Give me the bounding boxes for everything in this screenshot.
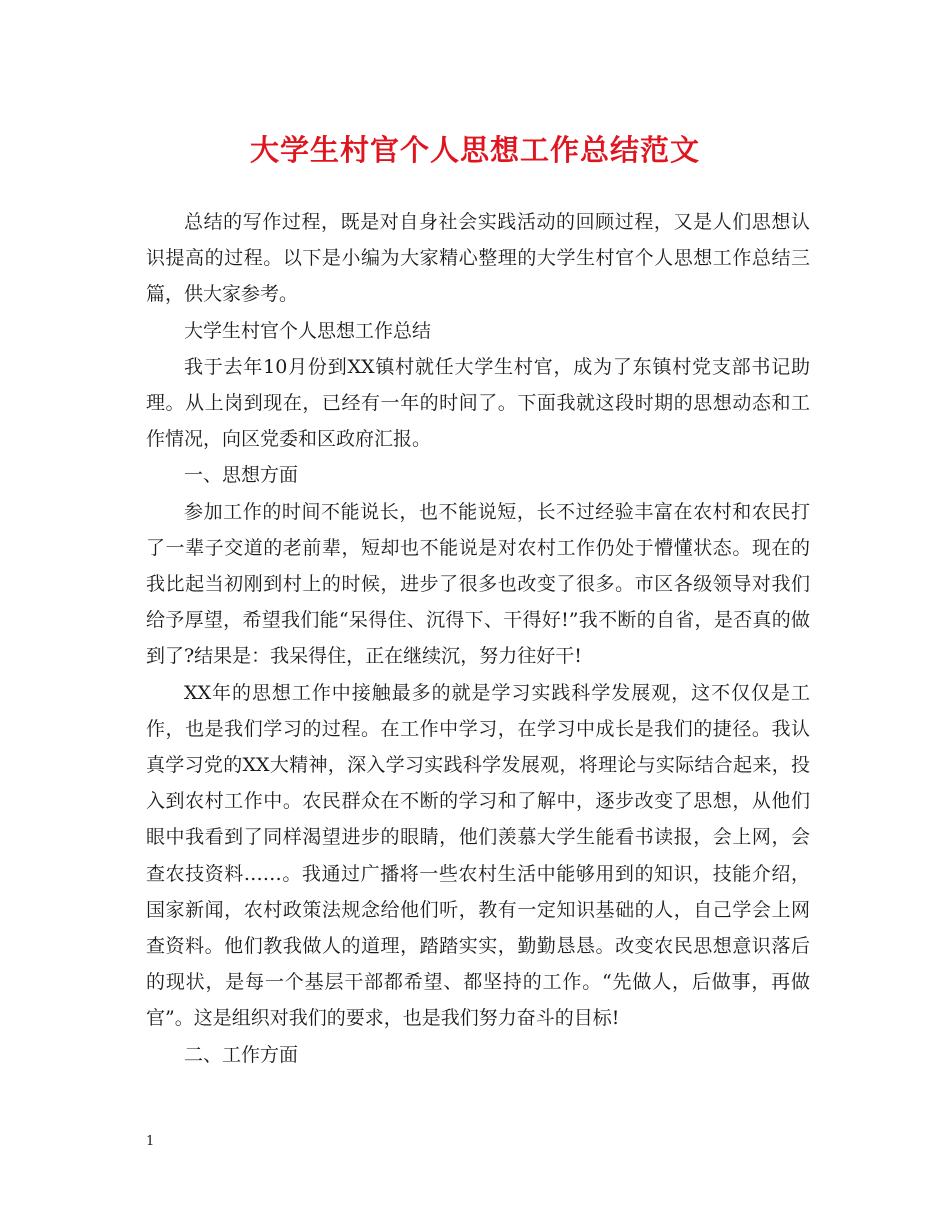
section-heading-thought: 一、思想方面 xyxy=(184,464,299,487)
paragraph-thought-2: XX年的思想工作中接触最多的就是学习实践科学发展观，这不仅仅是工作，也是我们学习的过程。在工作中学习，在学习中成长是我们的捷径。我认真学习党的XX大精神，深入学习实践科学发展观，将理论与实际结合起来，投入到农村工作中。农民群众在不断的学习和了解中，逐步改变了思想，从他们眼中我看到了同样渴望进步的眼睛，他们羡慕大学生能看书读报，会上网，会查农技资料……。我通过广播将一些农村生活中能够用到的知识，技能介绍，国家新闻，农村政策法规念给他们听，教有一定知识基础的人，自己学会上网查资料。他们教我做人的道理，踏踏实实，勤勤恳恳。改变农民思想意识落后的现状，是每一个基层干部都希望、都坚持的工作。“先做人，后做事，再做官”。这是组织对我们的要求，也是我们努力奋斗的目标! xyxy=(146,681,810,1030)
page-number: 1 xyxy=(146,1134,155,1149)
paragraph-subtitle: 大学生村官个人思想工作总结 xyxy=(184,319,432,342)
section-heading-work: 二、工作方面 xyxy=(184,1043,299,1066)
paragraph-opening: 我于去年10月份到XX镇村就任大学生村官，成为了东镇村党支部书记助理。从上岗到现在，已经有一年的时间了。下面我就这段时期的思想动态和工作情况，向区党委和区政府汇报。 xyxy=(146,355,810,451)
document-body xyxy=(146,204,810,1073)
paragraph-intro: 总结的写作过程，既是对自身社会实践活动的回顾过程，又是人们思想认识提高的过程。以下是小编为大家精心整理的大学生村官个人思想工作总结三篇，供大家参考。 xyxy=(146,211,810,306)
document-title: 大学生村官个人思想工作总结范文 xyxy=(249,133,700,167)
paragraph-thought-1: 参加工作的时间不能说长，也不能说短，长不过经验丰富在农村和农民打了一辈子交道的老前辈，短却也不能说是对农村工作仍处于懵懂状态。现在的我比起当初刚到村上的时候，进步了很多也改变了很多。市区各级领导对我们给予厚望，希望我们能“呆得住、沉得下、干得好!”我不断的自省，是否真的做到了?结果是：我呆得住，正在继续沉，努力往好干! xyxy=(146,500,810,668)
